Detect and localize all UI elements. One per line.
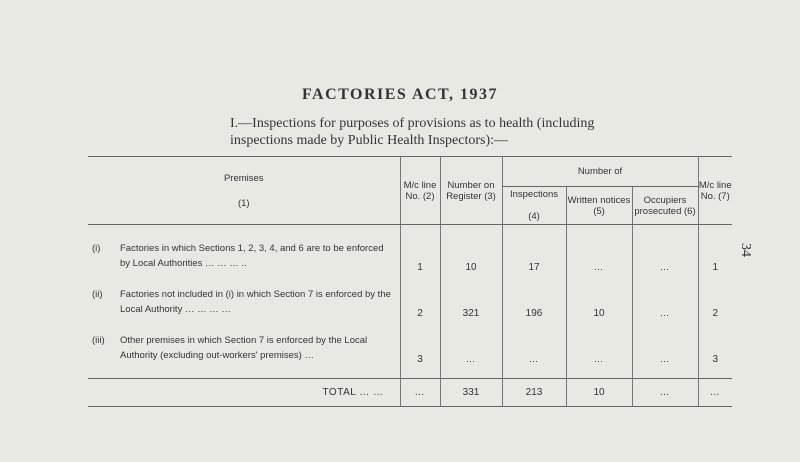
total-mc-line: … [400, 379, 440, 407]
cell-occupiers-prosecuted: … [632, 279, 698, 325]
header-number-of: Number of [502, 157, 698, 187]
total-register: 331 [440, 379, 502, 407]
cell-mc-line-7: 1 [698, 233, 732, 279]
cell-written-notices: … [566, 233, 632, 279]
document-title: FACTORIES ACT, 1937 [301, 86, 499, 103]
cell-mc-line-7: 3 [698, 325, 732, 371]
row-label: Factories not included in (i) in which Section 7 is enforced by the Local Authority … … … … [120, 288, 391, 315]
cell-register: … [440, 325, 502, 371]
cell-register: 10 [440, 233, 502, 279]
cell-mc-line-7: 2 [698, 279, 732, 325]
cell-mc-line: 1 [400, 233, 440, 279]
row-label: Factories in which Sections 1, 2, 3, 4, and 6 are to be enforced by Local Authorities … … … .. [120, 242, 384, 269]
section-heading: I.—Inspections for purposes of provisions as to health (including inspections made by Public Health Inspectors):— [230, 116, 595, 148]
total-inspections: 213 [502, 379, 566, 407]
cell-occupiers-prosecuted: … [632, 325, 698, 371]
header-mc-line-2: M/c line No. (2) [400, 157, 440, 225]
cell-register: 321 [440, 279, 502, 325]
total-mc-line-7: … [698, 379, 732, 407]
table-row [88, 279, 732, 325]
header-mc-line-7: M/c line No. (7) [698, 157, 732, 225]
total-row [88, 379, 732, 407]
page-number: 34 [738, 243, 753, 257]
cell-mc-line: 3 [400, 325, 440, 371]
row-index: (ii) [92, 288, 103, 300]
header-number-on-register: Number on Register (3) [440, 157, 502, 225]
row-index: (i) [92, 242, 101, 254]
table-row [88, 233, 732, 279]
cell-occupiers-prosecuted: … [632, 233, 698, 279]
row-index: (iii) [92, 334, 105, 346]
row-label: Other premises in which Section 7 is enforced by the Local Authority (excluding out-workers' premises) … [120, 334, 368, 361]
cell-inspections: 17 [502, 233, 566, 279]
cell-written-notices: 10 [566, 279, 632, 325]
header-occupiers-prosecuted: Occupiers prosecuted (6) [632, 187, 698, 225]
cell-inspections: 196 [502, 279, 566, 325]
total-label: TOTAL … … [88, 379, 400, 407]
cell-written-notices: … [566, 325, 632, 371]
total-written-notices: 10 [566, 379, 632, 407]
inspections-table [88, 156, 732, 407]
header-inspections: Inspections (4) [502, 187, 566, 225]
cell-mc-line: 2 [400, 279, 440, 325]
header-written-notices: Written notices (5) [566, 187, 632, 225]
table-row [88, 325, 732, 371]
header-premises: Premises (1) [88, 157, 400, 225]
total-occupiers-prosecuted: … [632, 379, 698, 407]
cell-inspections: … [502, 325, 566, 371]
